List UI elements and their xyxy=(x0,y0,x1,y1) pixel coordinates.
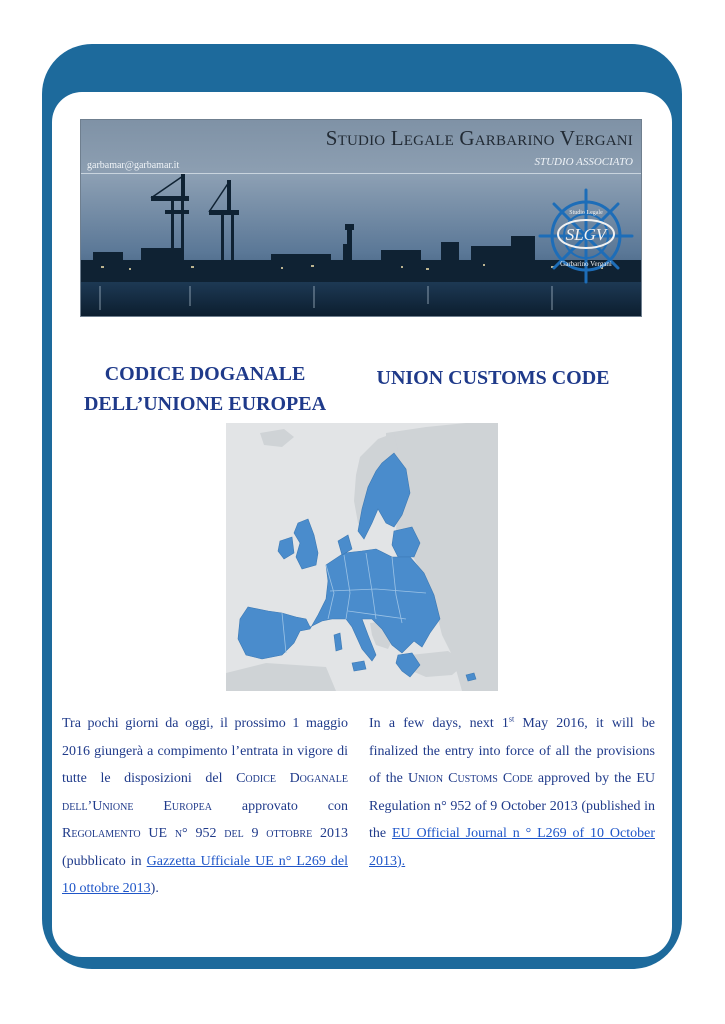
gazzetta-link[interactable]: Gazzetta Ufficiale UE n° L269 del 10 ottobre 2013 xyxy=(62,853,348,896)
slgv-logo xyxy=(540,190,632,282)
english-heading: UNION CUSTOMS CODE xyxy=(376,367,610,389)
english-ordinal-suffix: st xyxy=(508,714,515,724)
firm-name: Studio Legale Garbarino Vergani xyxy=(325,126,633,150)
header-banner xyxy=(80,119,642,317)
firm-subtitle: STUDIO ASSOCIATO xyxy=(534,156,633,168)
italian-regulation-name: Regolamento UE n° 952 del 9 ottobre 2013 xyxy=(62,826,348,841)
harbor-skyline-image xyxy=(81,174,641,316)
italian-text-part2: approvato con xyxy=(211,798,348,814)
italian-heading xyxy=(70,359,340,419)
english-text-part1: In a few days, next 1 xyxy=(369,716,509,731)
english-paragraph xyxy=(369,710,655,875)
italian-text-part1: Tra pochi giorni da oggi, il prossimo 1 maggio 2016 giungerà a compimento l’entrata in vigore di tutte le disposizioni del xyxy=(62,716,348,786)
english-code-name: Union Customs Code xyxy=(407,771,533,786)
eu-map-graphic xyxy=(226,423,498,691)
svg-text:Garbarino Vergani: Garbarino Vergani xyxy=(560,260,612,268)
eu-map xyxy=(226,423,498,691)
english-text-part3: approved by the EU Regulation n° 952 of 9 October 2013 (published in the xyxy=(369,771,656,841)
italian-paragraph xyxy=(62,710,348,903)
italian-text-part4: ). xyxy=(150,881,159,896)
english-text-part2: May 2016, it will be finalized the entry into force of all the provisions of the xyxy=(369,716,655,786)
official-journal-link[interactable]: EU Official Journal n ° L269 of 10 October 2013). xyxy=(369,826,655,869)
italian-heading-line1: CODICE DOGANALE xyxy=(104,363,306,385)
firm-email: garbamar@garbamar.it xyxy=(87,160,180,171)
italian-heading-line2: DELL’UNIONE EUROPEA xyxy=(83,393,327,415)
svg-text:SLGV: SLGV xyxy=(565,225,607,244)
svg-text:Studio Legale: Studio Legale xyxy=(569,210,603,216)
italian-code-name: Codice Doganale dell’Unione Europea xyxy=(62,771,349,814)
italian-text-part3: (pubblicato in xyxy=(62,853,147,869)
